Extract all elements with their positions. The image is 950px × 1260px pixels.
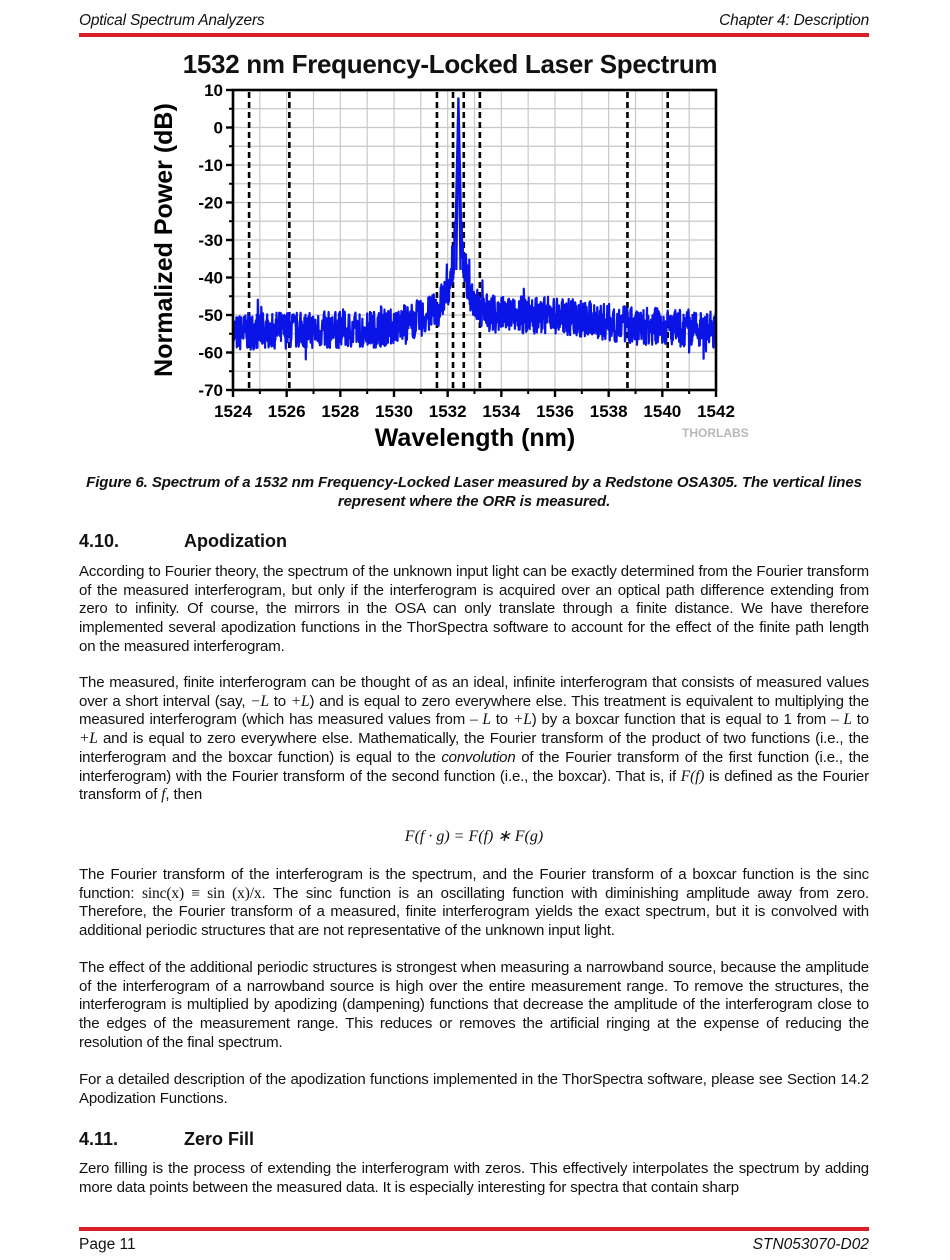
spectrum-figure (140, 45, 760, 465)
svg-text:1542: 1542 (697, 402, 735, 421)
svg-text:1538: 1538 (589, 402, 628, 421)
paragraph-finite-interferogram: The measured, finite interferogram can be thought of as an ideal, infinite interferogram that consists of measured values over a short interval (say, −L to +L) and is equal to zero everywhere else. This treatment is equivalent to multiplying the measured interferogram (which has measured values from – L to +L) by a boxcar function that is equal to 1 from – L to +L and is equal to zero everywhere else. Mathematically, the Fourier transform of the product of two functions (i.e., the interferogram and the boxcar function) is equal to the convolution of the Fourier transform of the first function (i.e., the interferogram) with the Fourier transform of the second function (i.e., the boxcar). That is, if F(f) is defined as the Fourier transform of f, then (79, 674, 870, 804)
svg-text:-20: -20 (198, 193, 223, 213)
page-header (79, 12, 869, 34)
footer-rule (79, 1227, 869, 1231)
section-number: 4.10. (79, 531, 120, 551)
thorlabs-watermark: THORLABS (682, 426, 749, 440)
header-doc-title: Optical Spectrum Analyzers (79, 12, 265, 29)
svg-text:-30: -30 (198, 231, 223, 250)
figure-caption: Figure 6. Spectrum of a 1532 nm Frequency-Locked Laser measured by a Redstone OSA305. The vertical lines represent where the ORR is measured. (86, 474, 862, 510)
section-title: Apodization (184, 531, 287, 551)
convolution-equation: F(f · g) = F(f) ∗ F(g) (404, 828, 544, 845)
svg-text:-40: -40 (198, 268, 223, 288)
svg-text:-50: -50 (198, 306, 223, 325)
svg-text:10: 10 (204, 81, 223, 100)
paragraph-zero-fill: Zero filling is the process of extending the interferogram with zeros. This effectively interpolates the spectrum by adding more data points between the measured data. It is especially interesting for spectra that contain sharp (79, 1160, 869, 1196)
svg-text:-60: -60 (198, 343, 223, 363)
peak-spike (456, 98, 460, 271)
section-heading-zero-fill (79, 1129, 254, 1150)
svg-text:-70: -70 (198, 381, 223, 400)
page-footer (79, 1236, 869, 1254)
svg-text:1532: 1532 (428, 402, 467, 421)
x-axis-label: Wavelength (nm) (374, 424, 576, 452)
svg-text:1528: 1528 (321, 402, 360, 421)
document-number: STN053070-D02 (752, 1236, 869, 1253)
page-number: Page 11 (79, 1236, 136, 1253)
svg-text:0: 0 (213, 118, 223, 138)
chart-title: 1532 nm Frequency-Locked Laser Spectrum (182, 49, 718, 79)
paragraph-sinc-function: The Fourier transform of the interferogram is the spectrum, and the Fourier transform of a boxcar function is the sinc function: sinc(x) ≡ sin (x)/x. The sinc function is an oscillating function with diminishing amplitude away from zero. Therefore, the Fourier transform of a measured, finite interferogram yields the exact spectrum, but it is convolved with additional periodic structures that are not representative of the unknown input light. (79, 866, 869, 940)
paragraph-apodization-reference: For a detailed description of the apodization functions implemented in the ThorSpectra software, please see Section 14.2 Apodization Functions. (79, 1071, 869, 1107)
svg-text:1540: 1540 (643, 402, 682, 421)
svg-text:1536: 1536 (536, 402, 574, 421)
svg-text:-10: -10 (198, 156, 223, 175)
section-title: Zero Fill (184, 1129, 255, 1149)
svg-text:1534: 1534 (482, 402, 521, 421)
paragraph-periodic-structures: The effect of the additional periodic structures is strongest when measuring a narrowband source, because the amplitude of the interferogram of a narrowband source is high over the entire measurement range. To remove the structures, the interferogram is multiplied by apodizing (dampening) functions that decrease the amplitude of the interferogram close to the edges of the measurement range. This reduces or removes the artificial ringing at the expense of reducing the resolution of the final spectrum. (79, 959, 869, 1051)
section-number: 4.11. (79, 1129, 119, 1149)
y-axis-label: Normalized Power (dB) (150, 103, 178, 377)
paragraph-fourier-theory: According to Fourier theory, the spectrum of the unknown input light can be exactly determined from the Fourier transform of the measured interferogram, but only if the interferogram is acquired over an optical path difference extending from zero to infinity. Of course, the mirrors in the OSA can only translate through a finite distance. We have therefore implemented several apodization functions in the ThorSpectra software to account for the effect of the finite path length on the measured interferogram. (79, 563, 869, 655)
header-rule (79, 33, 869, 37)
header-chapter: Chapter 4: Description (719, 12, 869, 29)
chart-axes (198, 81, 734, 421)
svg-text:1524: 1524 (214, 402, 252, 421)
spectrum-chart (140, 45, 760, 465)
svg-text:1526: 1526 (267, 402, 306, 421)
svg-text:1530: 1530 (375, 402, 413, 421)
section-heading-apodization (79, 531, 287, 552)
